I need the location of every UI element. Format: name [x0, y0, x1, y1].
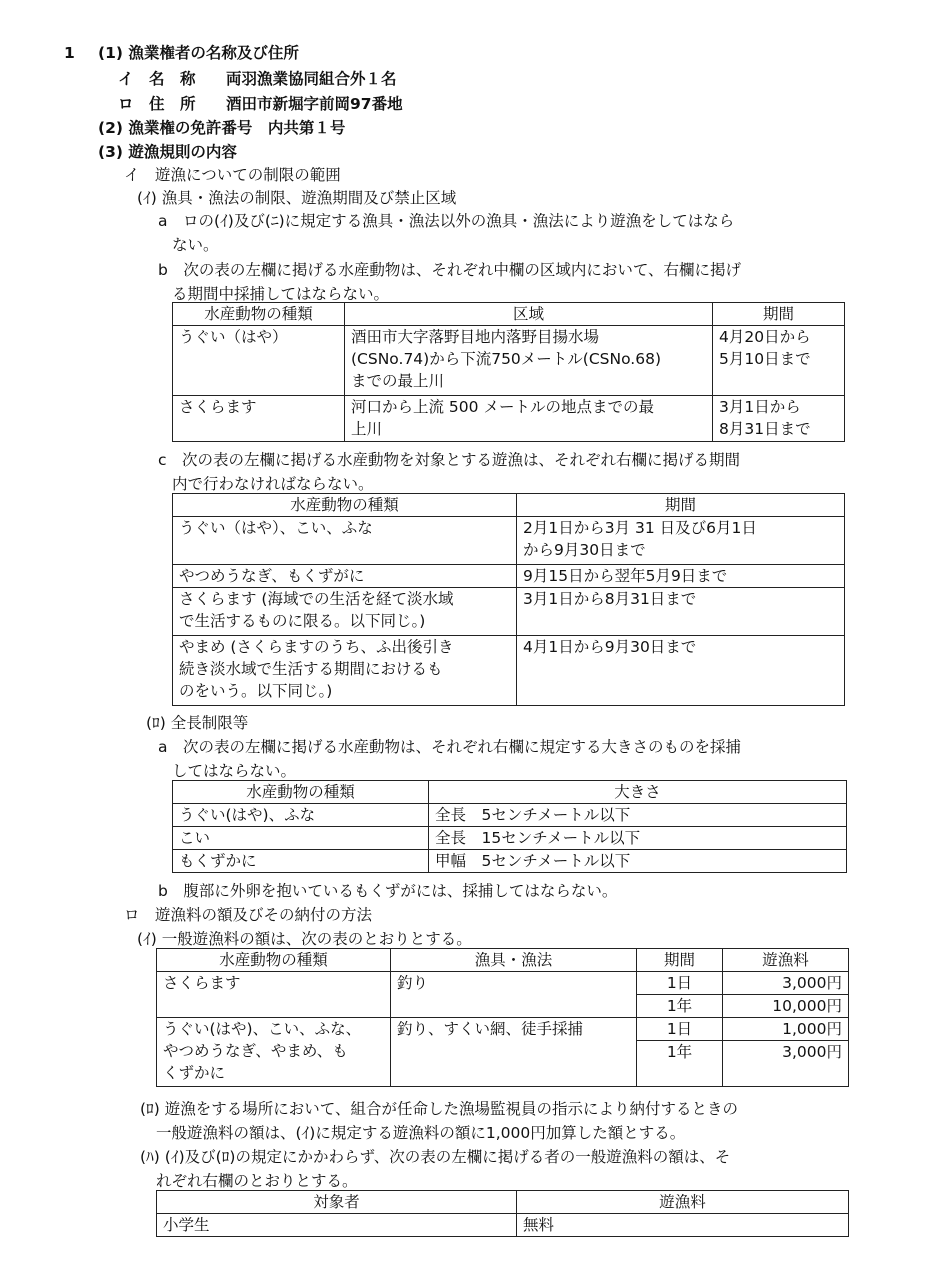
- table-cell-species: もくずかに: [173, 850, 429, 873]
- paragraph-b-line-1: b 次の表の左欄に掲げる水産動物は、それぞれ中欄の区域内において、右欄に掲げ: [158, 261, 742, 279]
- table-cell-species: うぐい(はや)、ふな: [173, 804, 429, 827]
- paragraph-ro-3-line-1: (ﾊ) (ｲ)及び(ﾛ)の規定にかかわらず、次の表の左欄に掲げる者の一般遊漁料の額は、そ: [140, 1148, 731, 1166]
- table-cell-period: 4月1日から9月30日まで: [517, 636, 845, 706]
- subheading-restriction-scope: イ 遊漁についての制限の範囲: [124, 166, 341, 184]
- table-cell-period: 1年: [637, 1041, 723, 1087]
- paragraph-ra-line-1: a 次の表の左欄に掲げる水産動物は、それぞれ右欄に規定する大きさのものを採捕: [158, 738, 742, 756]
- table-header: 水産動物の種類: [157, 949, 391, 972]
- table-cell-fee: 1,000円: [723, 1018, 849, 1041]
- table-header: 遊漁料: [723, 949, 849, 972]
- table-cell-period: 3月1日から 8月31日まで: [713, 396, 845, 442]
- address-value: 酒田市新堀字前岡97番地: [226, 95, 403, 113]
- table-cell-species: うぐい(はや)、こい、ふな、 やつめうなぎ、やまめ、も くずかに: [157, 1018, 391, 1087]
- table-cell-size: 甲幅 5センチメートル以下: [429, 850, 847, 873]
- heading-rules-content: (3) 遊漁規則の内容: [98, 143, 237, 161]
- table-header: 漁具・漁法: [391, 949, 637, 972]
- paragraph-c-line-1: c 次の表の左欄に掲げる水産動物を対象とする遊漁は、それぞれ右欄に掲げる期間: [158, 451, 741, 469]
- size-limit-table: [172, 780, 847, 873]
- paragraph-ro-1: (ｲ) 一般遊漁料の額は、次の表のとおりとする。: [137, 930, 472, 948]
- table-header: 遊漁料: [517, 1191, 849, 1214]
- table-header: 区域: [345, 303, 713, 326]
- table-cell-species: こい: [173, 827, 429, 850]
- table-cell-fee: 3,000円: [723, 1041, 849, 1087]
- table-cell-period: 1日: [637, 1018, 723, 1041]
- table-cell-fee: 無料: [517, 1214, 849, 1237]
- table-cell-species: やつめうなぎ、もくずがに: [173, 565, 517, 588]
- paragraph-a-line-1: a ロの(ｲ)及び(ﾆ)に規定する漁具・漁法以外の漁具・漁法により遊漁をしてはなら: [158, 212, 735, 230]
- table-header: 大きさ: [429, 781, 847, 804]
- paragraph-rb: b 腹部に外卵を抱いているもくずがには、採捕してはならない。: [158, 882, 618, 900]
- table-cell-gear: 釣り、すくい網、徒手採捕: [391, 1018, 637, 1087]
- subheading-gear-period-area: (ｲ) 漁具・漁法の制限、遊漁期間及び禁止区域: [137, 189, 457, 207]
- heading-holder-name-address: (1) 漁業権者の名称及び住所: [98, 44, 299, 62]
- paragraph-b-line-2: る期間中採捕してはならない。: [172, 285, 390, 303]
- table-cell-species: さくらます: [157, 972, 391, 1018]
- table-cell-gear: 釣り: [391, 972, 637, 1018]
- table-header: 水産動物の種類: [173, 303, 345, 326]
- paragraph-ro-2-line-2: 一般遊漁料の額は、(ｲ)に規定する遊漁料の額に1,000円加算した額とする。: [156, 1124, 686, 1142]
- prohibited-area-table: [172, 302, 845, 442]
- table-cell-fee: 10,000円: [723, 995, 849, 1018]
- table-cell-species: やまめ (さくらますのうち、ふ出後引き 続き淡水域で生活する期間におけるも のをいう。以下同じ。): [173, 636, 517, 706]
- heading-license-number: (2) 漁業権の免許番号 内共第１号: [98, 119, 346, 137]
- paragraph-ra-line-2: してはならない。: [172, 762, 297, 780]
- table-header: 期間: [517, 494, 845, 517]
- section-number: 1: [64, 44, 75, 62]
- paragraph-a-line-2: ない。: [172, 236, 219, 254]
- table-cell-size: 全長 15センチメートル以下: [429, 827, 847, 850]
- table-header: 対象者: [157, 1191, 517, 1214]
- table-cell-species: うぐい（はや）、こい、ふな: [173, 517, 517, 565]
- table-cell-period: 3月1日から8月31日まで: [517, 588, 845, 636]
- subheading-length-limit: (ﾛ) 全長制限等: [146, 714, 249, 732]
- table-header: 期間: [713, 303, 845, 326]
- table-cell-species: さくらます (海域での生活を経て淡水域 で生活するものに限る。以下同じ。): [173, 588, 517, 636]
- table-cell-period: 1年: [637, 995, 723, 1018]
- table-cell-species: さくらます: [173, 396, 345, 442]
- name-value: 両羽漁業協同組合外１名: [226, 70, 397, 88]
- paragraph-ro-2-line-1: (ﾛ) 遊漁をする場所において、組合が任命した漁場監視員の指示により納付するときの: [140, 1100, 738, 1118]
- table-header: 水産動物の種類: [173, 781, 429, 804]
- table-header: 水産動物の種類: [173, 494, 517, 517]
- table-cell-period: 4月20日から 5月10日まで: [713, 326, 845, 396]
- table-cell-fee: 3,000円: [723, 972, 849, 995]
- paragraph-c-line-2: 内で行わなければならない。: [172, 475, 374, 493]
- table-cell-area: 酒田市大字落野目地内落野目揚水場 (CSNo.74)から下流750メートル(CSNo.68) までの最上川: [345, 326, 713, 396]
- table-cell-species: うぐい（はや）: [173, 326, 345, 396]
- fishing-period-table: [172, 493, 845, 706]
- table-cell-period: 1日: [637, 972, 723, 995]
- table-header: 期間: [637, 949, 723, 972]
- fishing-fee-table: [156, 948, 849, 1087]
- table-cell-period: 9月15日から翌年5月9日まで: [517, 565, 845, 588]
- subheading-fee-method: ロ 遊漁料の額及びその納付の方法: [124, 906, 373, 924]
- table-cell-period: 2月1日から3月 31 日及び6月1日 から9月30日まで: [517, 517, 845, 565]
- paragraph-ro-3-line-2: れぞれ右欄のとおりとする。: [156, 1172, 358, 1190]
- table-cell-target: 小学生: [157, 1214, 517, 1237]
- table-cell-size: 全長 5センチメートル以下: [429, 804, 847, 827]
- fee-exemption-table: [156, 1190, 849, 1237]
- table-cell-area: 河口から上流 500 メートルの地点までの最 上川: [345, 396, 713, 442]
- name-label: イ 名 称: [118, 70, 196, 88]
- address-label: ロ 住 所: [118, 95, 196, 113]
